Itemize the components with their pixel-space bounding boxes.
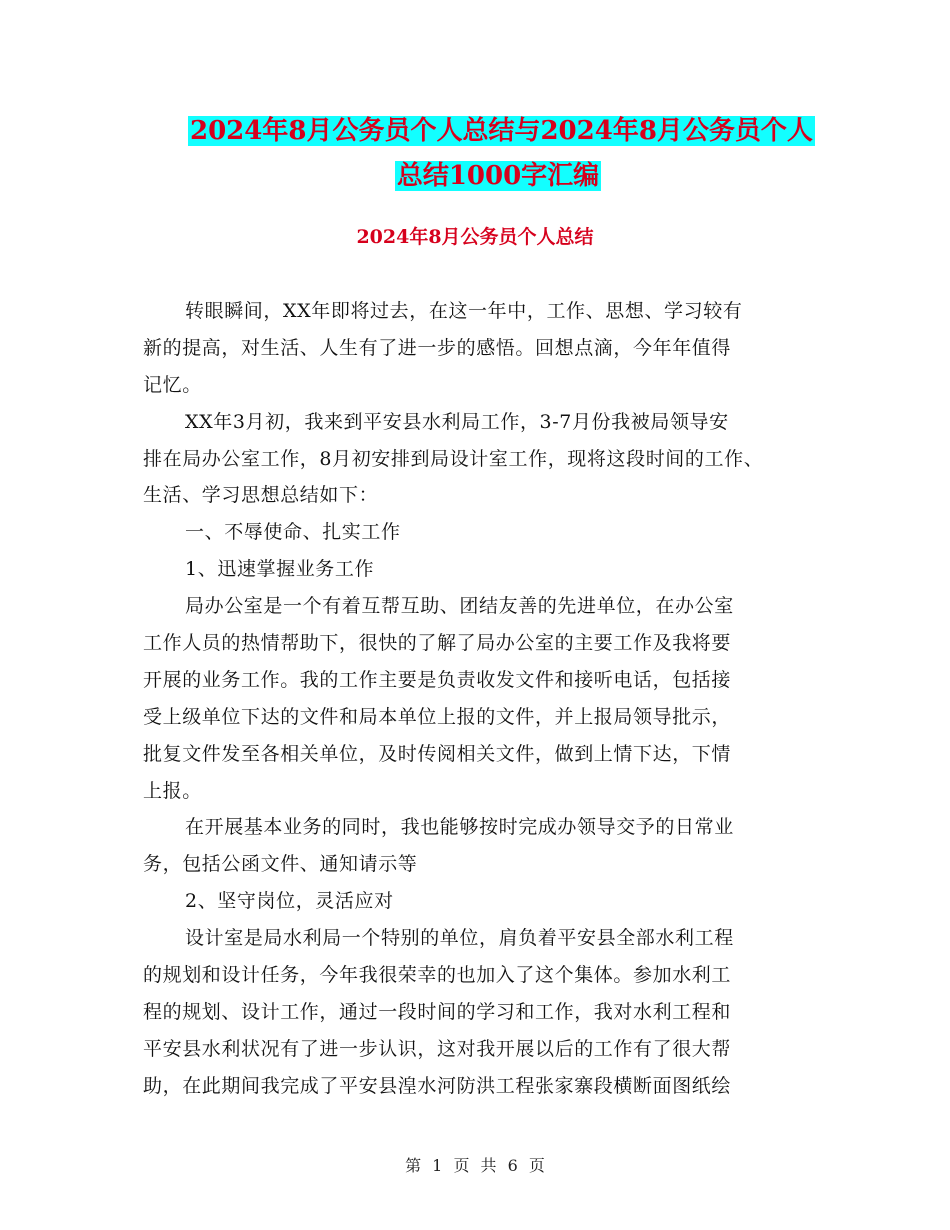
document-body bbox=[143, 293, 823, 1105]
title-highlight: 2024年8月公务员个人总结与2024年8月公务员个人 bbox=[190, 116, 813, 146]
body-text-line: 排在局办公室工作，8月初安排到局设计室工作，现将这段时间的工作、 bbox=[143, 447, 764, 470]
body-text-line: 的规划和设计任务，今年我很荣幸的也加入了这个集体。参加水利工 bbox=[143, 964, 732, 987]
body-text-line: 助，在此期间我完成了平安县湟水河防洪工程张家寨段横断面图纸绘 bbox=[143, 1074, 732, 1097]
section-subtitle: 2024年8月公务员个人总结 bbox=[356, 226, 594, 248]
body-text-line: 工作人员的热情帮助下，很快的了解了局办公室的主要工作及我将要 bbox=[143, 632, 732, 655]
body-text-line: 程的规划、设计工作，通过一段时间的学习和工作，我对水利工程和 bbox=[143, 1000, 732, 1023]
body-text-line: 一、不辱使命、扎实工作 bbox=[185, 521, 401, 544]
body-text-line: 2、坚守岗位，灵活应对 bbox=[185, 890, 394, 913]
body-text-line: 在开展基本业务的同时，我也能够按时完成办领导交予的日常业 bbox=[185, 816, 734, 839]
body-text-line: 1、迅速掌握业务工作 bbox=[185, 558, 375, 581]
body-text-line: XX年3月初，我来到平安县水利局工作，3-7月份我被局领导安 bbox=[185, 410, 729, 433]
body-text-line: 受上级单位下达的文件和局本单位上报的文件，并上报局领导批示， bbox=[143, 705, 732, 728]
body-text-line: 生活、学习思想总结如下： bbox=[143, 484, 379, 507]
document-title-line-2 bbox=[188, 155, 808, 197]
body-text-line: 局办公室是一个有着互帮互助、团结友善的先进单位，在办公室 bbox=[185, 595, 734, 618]
body-text-line: 转眼瞬间，XX年即将过去，在这一年中，工作、思想、学习较有 bbox=[185, 300, 743, 322]
body-text-line: 务，包括公函文件、通知请示等 bbox=[143, 853, 418, 876]
document-title-line-1 bbox=[188, 110, 813, 152]
body-text-line: 新的提高，对生活、人生有了进一步的感悟。回想点滴，今年年值得 bbox=[143, 336, 732, 359]
body-text-line: 开展的业务工作。我的工作主要是负责收发文件和接听电话，包括接 bbox=[143, 668, 732, 691]
title-highlight: 总结1000字汇编 bbox=[396, 161, 600, 191]
body-text-line: 记忆。 bbox=[143, 373, 202, 396]
page-footer: 第 1 页 共 6 页 bbox=[405, 1156, 545, 1175]
body-text-line: 平安县水利状况有了进一步认识，这对我开展以后的工作有了很大帮 bbox=[143, 1037, 732, 1060]
body-text-line: 批复文件发至各相关单位，及时传阅相关文件，做到上情下达，下情 bbox=[143, 742, 732, 765]
body-text-line: 上报。 bbox=[143, 779, 202, 802]
body-text-line: 设计室是局水利局一个特别的单位，肩负着平安县全部水利工程 bbox=[185, 927, 734, 950]
